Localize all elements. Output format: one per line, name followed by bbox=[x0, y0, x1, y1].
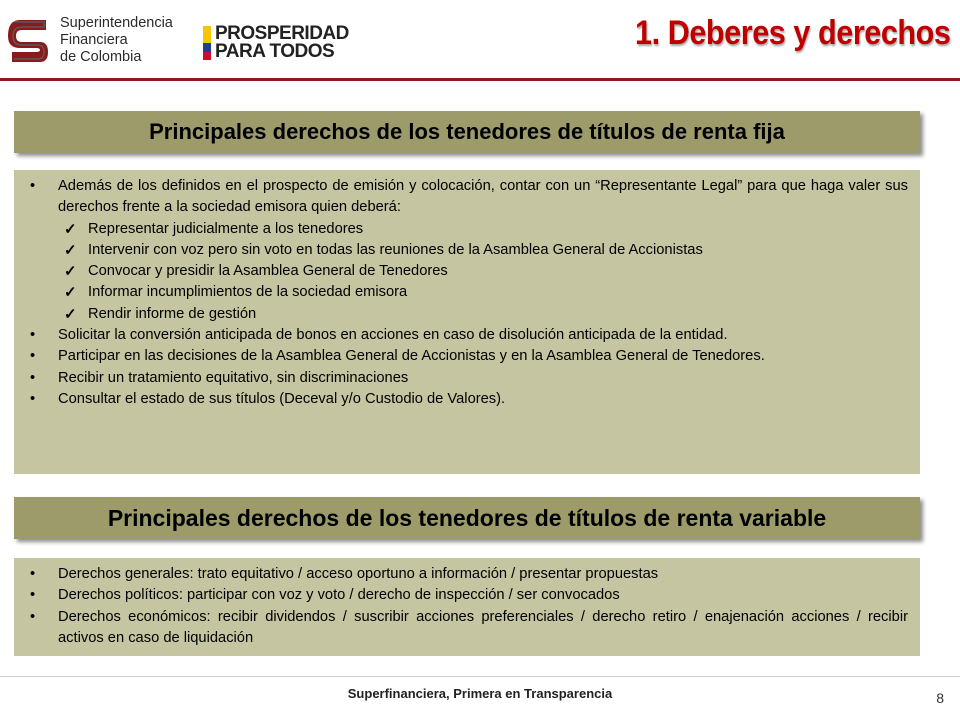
page-title: 1. Deberes y derechos bbox=[634, 14, 950, 52]
sfc-emblem-icon bbox=[6, 14, 52, 66]
colombia-flag-icon bbox=[203, 26, 211, 60]
list-item: • Derechos económicos: recibir dividendos / suscribir acciones preferenciales / derecho retiro / enajenación acciones / recibir activos en caso de liquidación bbox=[28, 607, 908, 650]
check-item: ✓ Informar incumplimientos de la sociedad emisora bbox=[28, 282, 908, 303]
page-number: 8 bbox=[936, 690, 944, 706]
prosperidad-logo-text: PROSPERIDAD PARA TODOS bbox=[215, 23, 349, 62]
check-icon: ✓ bbox=[64, 263, 77, 281]
check-icon: ✓ bbox=[64, 220, 77, 238]
list-item: • Además de los definidos en el prospecto de emisión y colocación, contar con un “Representante Legal” para que haga valer sus derechos frente a la sociedad emisora quien deberá: ✓ Representar judicialmente a los tenedores ✓ Intervenir con voz pero sin voto en todas las reuniones de la Asamblea General de Accionistas ✓ Convocar y presidir la Asamblea General de Tenedores ✓ Informar incumplimientos de la sociedad emisora ✓ Rendir informe de gestión bbox=[28, 176, 908, 325]
check-item: ✓ Intervenir con voz pero sin voto en todas las reuniones de la Asamblea General de Accionistas bbox=[28, 240, 908, 261]
footer-tagline: Superfinanciera, Primera en Transparencia bbox=[347, 686, 613, 701]
prosperidad-logo bbox=[203, 22, 353, 64]
footer-divider bbox=[0, 676, 960, 677]
list-item: • Solicitar la conversión anticipada de bonos en acciones en caso de disolución anticipada de la entidad. bbox=[28, 325, 908, 346]
sfc-logo-text: Superintendencia Financiera de Colombia bbox=[60, 14, 173, 65]
check-item: ✓ Convocar y presidir la Asamblea General de Tenedores bbox=[28, 261, 908, 282]
check-icon: ✓ bbox=[64, 284, 77, 302]
sfc-logo bbox=[6, 10, 178, 70]
list-item: • Derechos políticos: participar con voz y voto / derecho de inspección / ser convocados bbox=[28, 585, 908, 606]
list-item: • Derechos generales: trato equitativo / acceso oportuno a información / presentar propuestas bbox=[28, 564, 908, 585]
header-divider bbox=[0, 78, 960, 81]
panel-renta-fija bbox=[14, 170, 920, 474]
list-item: • Participar en las decisiones de la Asamblea General de Accionistas y en la Asamblea General de Tenedores. bbox=[28, 346, 908, 367]
check-icon: ✓ bbox=[64, 241, 77, 259]
panel-renta-variable bbox=[14, 558, 920, 656]
check-item: ✓ Representar judicialmente a los tenedores bbox=[28, 219, 908, 240]
list-item: • Consultar el estado de sus títulos (Deceval y/o Custodio de Valores). bbox=[28, 389, 908, 410]
check-icon: ✓ bbox=[64, 305, 77, 323]
section-heading-renta-fija: Principales derechos de los tenedores de títulos de renta fija bbox=[14, 111, 920, 153]
section-heading-renta-variable: Principales derechos de los tenedores de títulos de renta variable bbox=[14, 497, 920, 539]
list-item: • Recibir un tratamiento equitativo, sin discriminaciones bbox=[28, 368, 908, 389]
check-item: ✓ Rendir informe de gestión bbox=[28, 304, 908, 325]
